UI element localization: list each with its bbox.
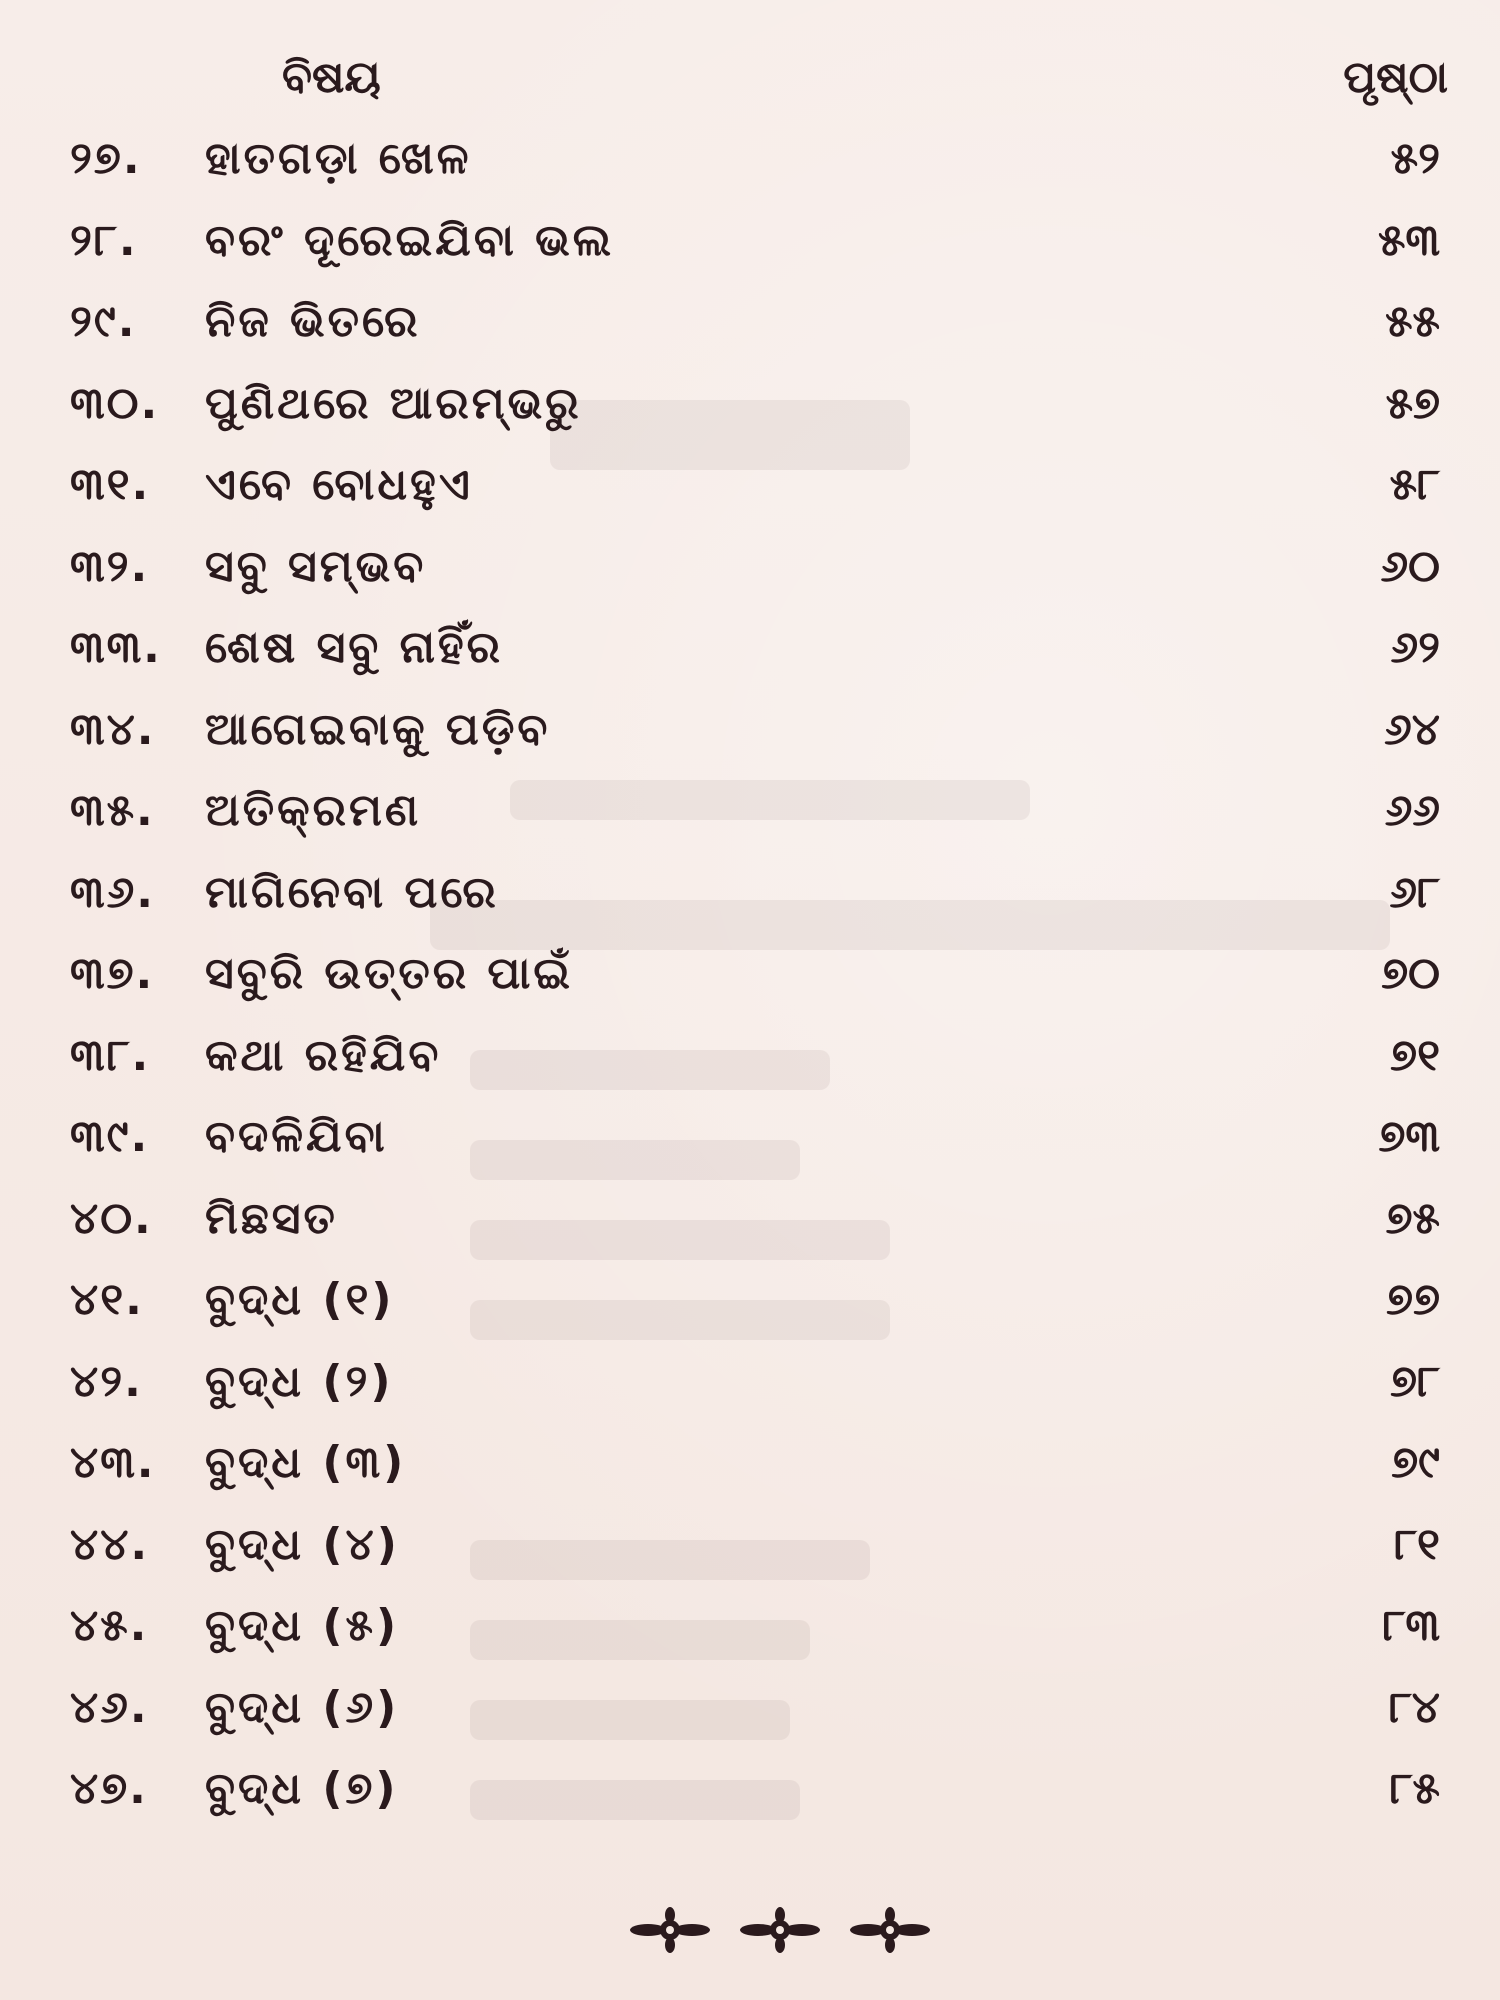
- entry-number: ୪୧.: [70, 1274, 144, 1325]
- entry-page-number: ୭୩: [1378, 1111, 1440, 1162]
- entry-title: ବରଂ ଦୂରେଇଯିବା ଭଲ: [205, 214, 615, 266]
- entry-page-number: ୭୮: [1390, 1355, 1440, 1407]
- entry-number: ୩୫.: [70, 785, 155, 836]
- entry-title: ବୁଦ୍ଧ (୨): [205, 1355, 394, 1407]
- toc-entry[interactable]: [0, 451, 1500, 533]
- toc-entry[interactable]: [0, 696, 1500, 778]
- page-column-heading: ପୃଷ୍ଠା: [1343, 52, 1448, 103]
- entry-number: ୪୪.: [70, 1518, 150, 1570]
- toc-entry[interactable]: [0, 1511, 1500, 1593]
- toc-entry[interactable]: [0, 1674, 1500, 1756]
- entry-number: ୩୦.: [70, 377, 160, 429]
- entry-page-number: ୮୧: [1394, 1518, 1440, 1570]
- entry-title: ବୁଦ୍ଧ (୪): [205, 1518, 400, 1570]
- entry-title: ବୁଦ୍ଧ (୩): [205, 1437, 407, 1488]
- entry-number: ୩୯.: [70, 1111, 150, 1162]
- entry-title: ଏବେ ବୋଧହୁଏ: [205, 459, 473, 510]
- entry-title: ଆଗେଇବାକୁ ପଡ଼ିବ: [205, 703, 551, 755]
- entry-title: ନିଜ ଭିତରେ: [205, 296, 421, 347]
- entry-number: ୩୭.: [70, 948, 155, 999]
- entry-page-number: ୫୩: [1377, 214, 1440, 266]
- entry-page-number: ୭୦: [1381, 948, 1440, 999]
- entry-page-number: ୭୭: [1386, 1274, 1440, 1325]
- entry-title: ଶେଷ ସବୁ ନାହିଁର: [205, 622, 503, 673]
- entry-number: ୨୮.: [70, 214, 138, 266]
- toc-entry[interactable]: [0, 1348, 1500, 1430]
- entry-title: ବୁଦ୍ଧ (୫): [205, 1600, 400, 1651]
- toc-entry[interactable]: [0, 1103, 1500, 1185]
- entry-number: ୩୨.: [70, 540, 150, 592]
- toc-entry[interactable]: [0, 859, 1500, 941]
- entry-page-number: ୫୮: [1389, 459, 1440, 510]
- entry-page-number: ୬୨: [1390, 622, 1440, 673]
- entry-number: ୩୮.: [70, 1029, 151, 1081]
- floral-divider-icon: [620, 1905, 940, 1955]
- entry-page-number: ୮୫: [1389, 1763, 1440, 1814]
- toc-entry[interactable]: [0, 288, 1500, 370]
- entry-title: ମାଗିନେବା ପରେ: [205, 866, 499, 918]
- toc-entry[interactable]: [0, 1592, 1500, 1674]
- toc-header: [0, 40, 1500, 120]
- entry-title: ସବୁରି ଉତ୍ତର ପାଇଁ: [205, 948, 573, 999]
- entry-number: ୪୨.: [70, 1355, 143, 1407]
- entry-title: ହାତଗଡ଼ା ଖେଳ: [205, 133, 472, 184]
- entry-number: ୩୬.: [70, 866, 155, 918]
- entry-page-number: ୮୪: [1388, 1681, 1440, 1733]
- subject-column-heading: ବିଷୟ: [282, 52, 381, 103]
- entry-page-number: ୬୪: [1384, 703, 1440, 755]
- toc-entry[interactable]: [0, 777, 1500, 859]
- entry-number: ୩୪.: [70, 703, 156, 755]
- entry-page-number: ୫୫: [1385, 296, 1440, 347]
- entry-title: ବୁଦ୍ଧ (୭): [205, 1763, 399, 1814]
- entry-number: ୨୯.: [70, 296, 137, 347]
- entry-title: ବଦଳିଯିବା: [205, 1111, 388, 1162]
- toc-entry[interactable]: [0, 1266, 1500, 1348]
- entry-title: ବୁଦ୍ଧ (୬): [205, 1681, 400, 1733]
- entry-title: ଅତିକ୍ରମଣ: [205, 785, 422, 836]
- entry-number: ୪୫.: [70, 1600, 149, 1651]
- toc-entry[interactable]: [0, 1755, 1500, 1837]
- toc-entry[interactable]: [0, 1022, 1500, 1104]
- toc-entry[interactable]: [0, 207, 1500, 289]
- entry-title: ବୁଦ୍ଧ (୧): [205, 1274, 395, 1325]
- entry-number: ୪୩.: [70, 1437, 156, 1488]
- entry-title: ପୁଣିଥରେ ଆରମ୍ଭରୁ: [205, 377, 582, 429]
- toc-entry[interactable]: [0, 1429, 1500, 1511]
- entry-page-number: ୮୩: [1382, 1600, 1440, 1651]
- entry-page-number: ୫୨: [1390, 133, 1440, 184]
- toc-entry[interactable]: [0, 370, 1500, 452]
- entry-page-number: ୭୫: [1385, 1192, 1440, 1244]
- toc-entry[interactable]: [0, 1185, 1500, 1267]
- entry-page-number: ୭୯: [1391, 1437, 1440, 1488]
- entry-number: ୩୧.: [70, 459, 151, 510]
- toc-entry[interactable]: [0, 125, 1500, 207]
- entry-title: ମିଛସତ: [205, 1192, 338, 1244]
- entry-number: ୪୦.: [70, 1192, 153, 1244]
- toc-list: [0, 125, 1500, 1837]
- entry-page-number: ୬୬: [1384, 785, 1440, 836]
- entry-title: କଥା ରହିଯିବ: [205, 1029, 442, 1081]
- toc-entry[interactable]: [0, 533, 1500, 615]
- entry-number: ୨୭.: [70, 133, 142, 184]
- entry-number: ୩୩.: [70, 622, 162, 673]
- entry-page-number: ୭୧: [1390, 1029, 1440, 1081]
- entry-page-number: ୬୮: [1389, 866, 1440, 918]
- entry-page-number: ୬୦: [1380, 540, 1440, 592]
- toc-entry[interactable]: [0, 614, 1500, 696]
- entry-page-number: ୫୭: [1385, 377, 1440, 429]
- entry-title: ସବୁ ସମ୍ଭବ: [205, 540, 427, 592]
- entry-number: ୪୬.: [70, 1681, 149, 1733]
- entry-number: ୪୭.: [70, 1763, 148, 1814]
- toc-entry[interactable]: [0, 940, 1500, 1022]
